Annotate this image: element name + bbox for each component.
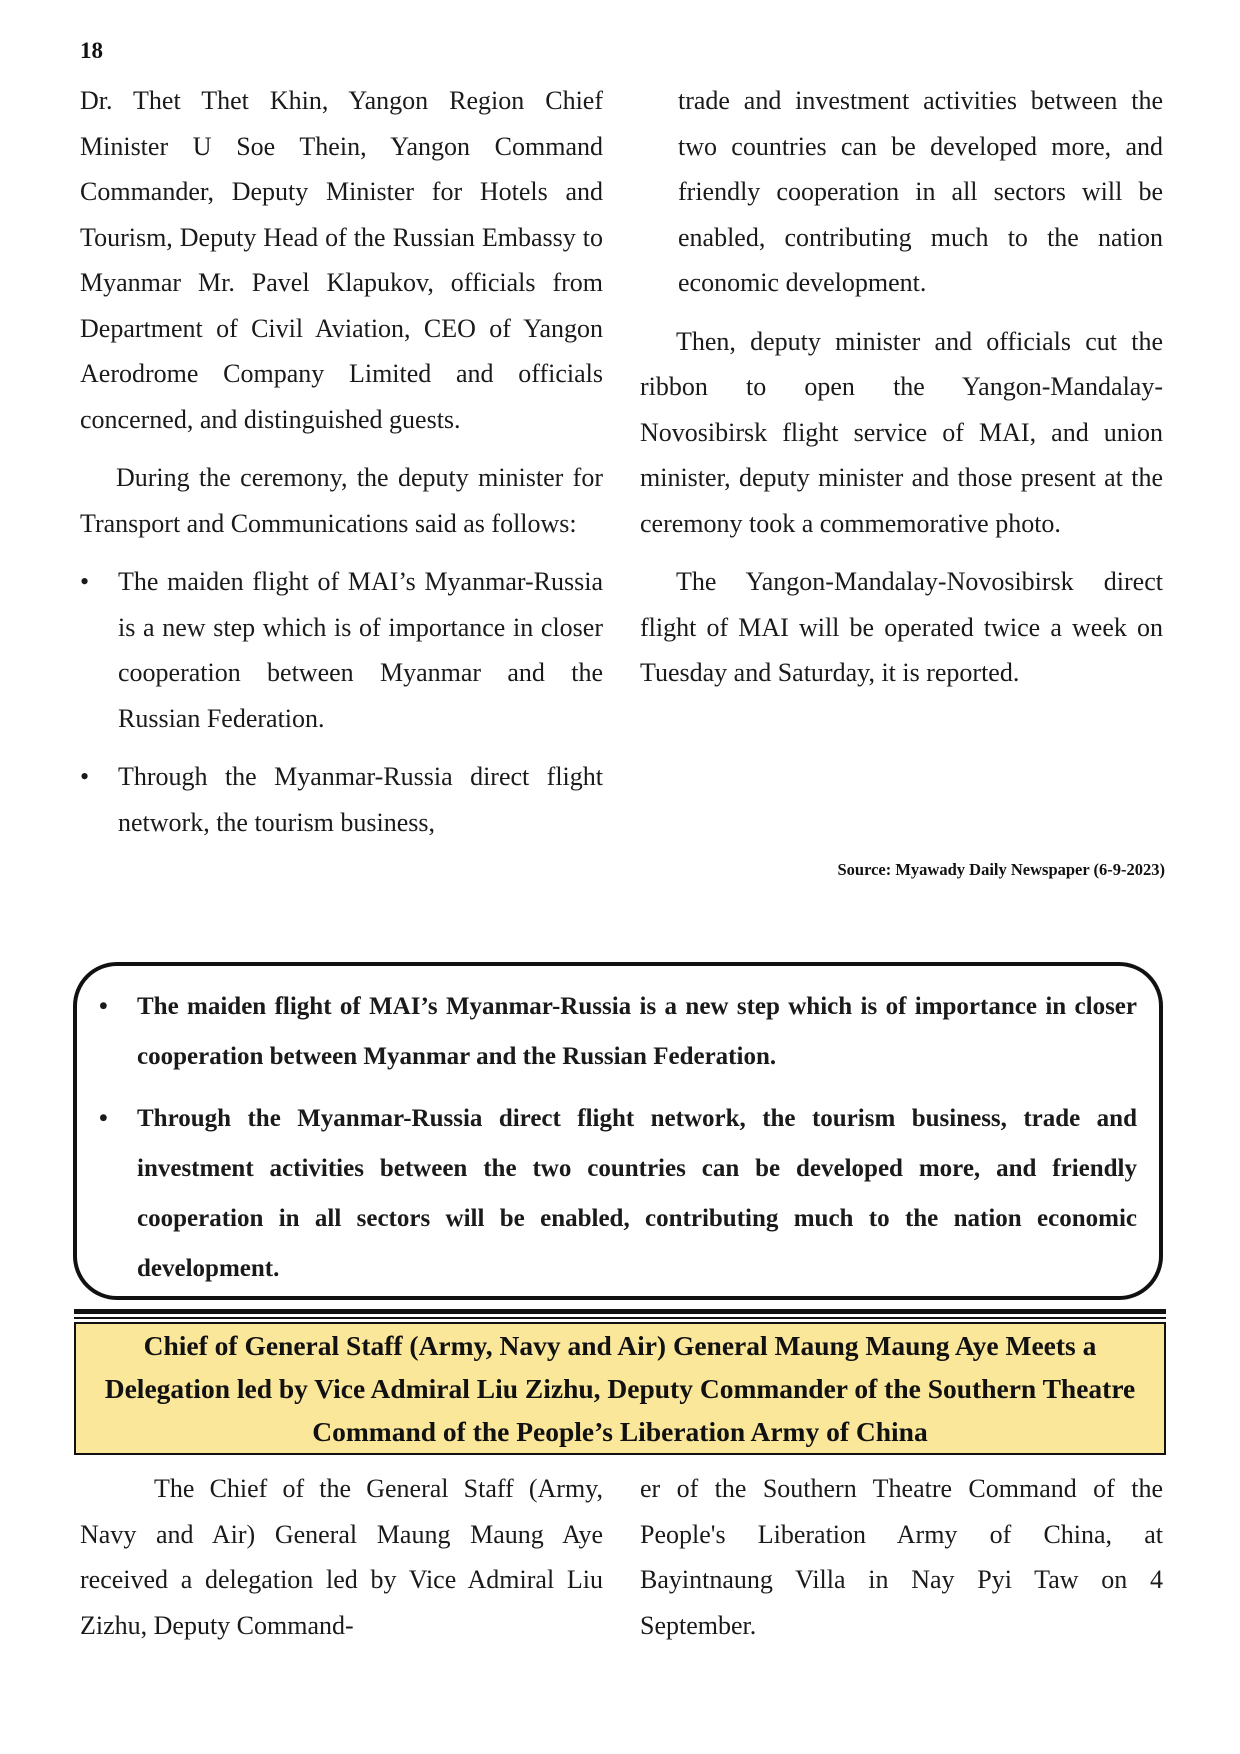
bullet-icon: •: [80, 567, 90, 596]
highlight-item: [99, 1094, 1137, 1294]
section-divider: [74, 1309, 1166, 1314]
highlight-list: [99, 982, 1137, 1294]
highlight-item-text: The maiden flight of MAI’s Myanmar-Russia is a new step which is of importance in closer cooperation between Myanmar and the Russian Federation.: [137, 993, 1137, 1070]
section-divider-thin: [74, 1317, 1166, 1319]
article2-left-column: [80, 1466, 603, 1661]
source-credit: Source: Myawady Daily Newspaper (6-9-2023): [837, 860, 1165, 879]
article1-paragraph: Dr. Thet Thet Khin, Yangon Region Chief Minister U Soe Thein, Yangon Command Commander, Deputy Minister for Hotels and Tourism, Deputy Head of the Russian Embassy to Myanmar Mr. Pavel Klapukov, officials from Department of Civil Aviation, CEO of Yangon Aerodrome Company Limited and officials concerned, and distinguished guests.: [80, 86, 603, 434]
article1-bullet-continuation: trade and investment activities between the two countries can be developed more, and friendly cooperation in all sectors will be enabled, contributing much to the nation economic development.: [678, 86, 1163, 297]
article1-bullet-list: [80, 559, 603, 845]
article1-right-column: [640, 78, 1163, 709]
article2-paragraph: The Chief of the General Staff (Army, Navy and Air) General Maung Maung Aye received a delegation led by Vice Admiral Liu Zizhu, Deputy Command-: [80, 1474, 603, 1640]
highlight-box: [73, 962, 1163, 1300]
bullet-icon: •: [99, 993, 108, 1020]
article1-paragraph: Then, deputy minister and officials cut the ribbon to open the Yangon-Mandalay-Novosibirsk flight service of MAI, and union minister, deputy minister and those present at the ceremony took a commemorative photo.: [640, 326, 1163, 538]
headline-box: [74, 1322, 1166, 1455]
page-number: 18: [80, 38, 103, 63]
article1-paragraph: The Yangon-Mandalay-Novosibirsk direct flight of MAI will be operated twice a week on Tuesday and Saturday, it is reported.: [640, 567, 1163, 687]
bullet-icon: •: [99, 1105, 108, 1132]
highlight-item-text: Through the Myanmar-Russia direct flight network, the tourism business, trade and investment activities between the two countries can be developed more, and friendly cooperation in all sectors will be enabled, contributing much to the nation economic development.: [137, 1105, 1137, 1282]
article1-paragraph: During the ceremony, the deputy minister for Transport and Communications said as follows:: [80, 463, 603, 538]
article2-right-column: [640, 1466, 1163, 1661]
highlight-item: [99, 982, 1137, 1082]
list-item-text: Through the Myanmar-Russia direct flight network, the tourism business,: [118, 762, 603, 837]
article2-paragraph: er of the Southern Theatre Command of the People's Liberation Army of China, at Bayintnaung Villa in Nay Pyi Taw on 4 September.: [640, 1474, 1163, 1640]
list-item-text: The maiden flight of MAI’s Myanmar-Russia is a new step which is of importance in closer cooperation between Myanmar and the Russian Federation.: [118, 567, 603, 733]
bullet-icon: •: [80, 762, 90, 791]
list-item: [80, 754, 603, 845]
list-item: [80, 559, 603, 741]
article2-headline: Chief of General Staff (Army, Navy and Air) General Maung Maung Aye Meets a Delegation led by Vice Admiral Liu Zizhu, Deputy Commander of the Southern Theatre Command of the People’s Liberation Army of China: [104, 1330, 1136, 1447]
article1-left-column: [80, 78, 603, 858]
